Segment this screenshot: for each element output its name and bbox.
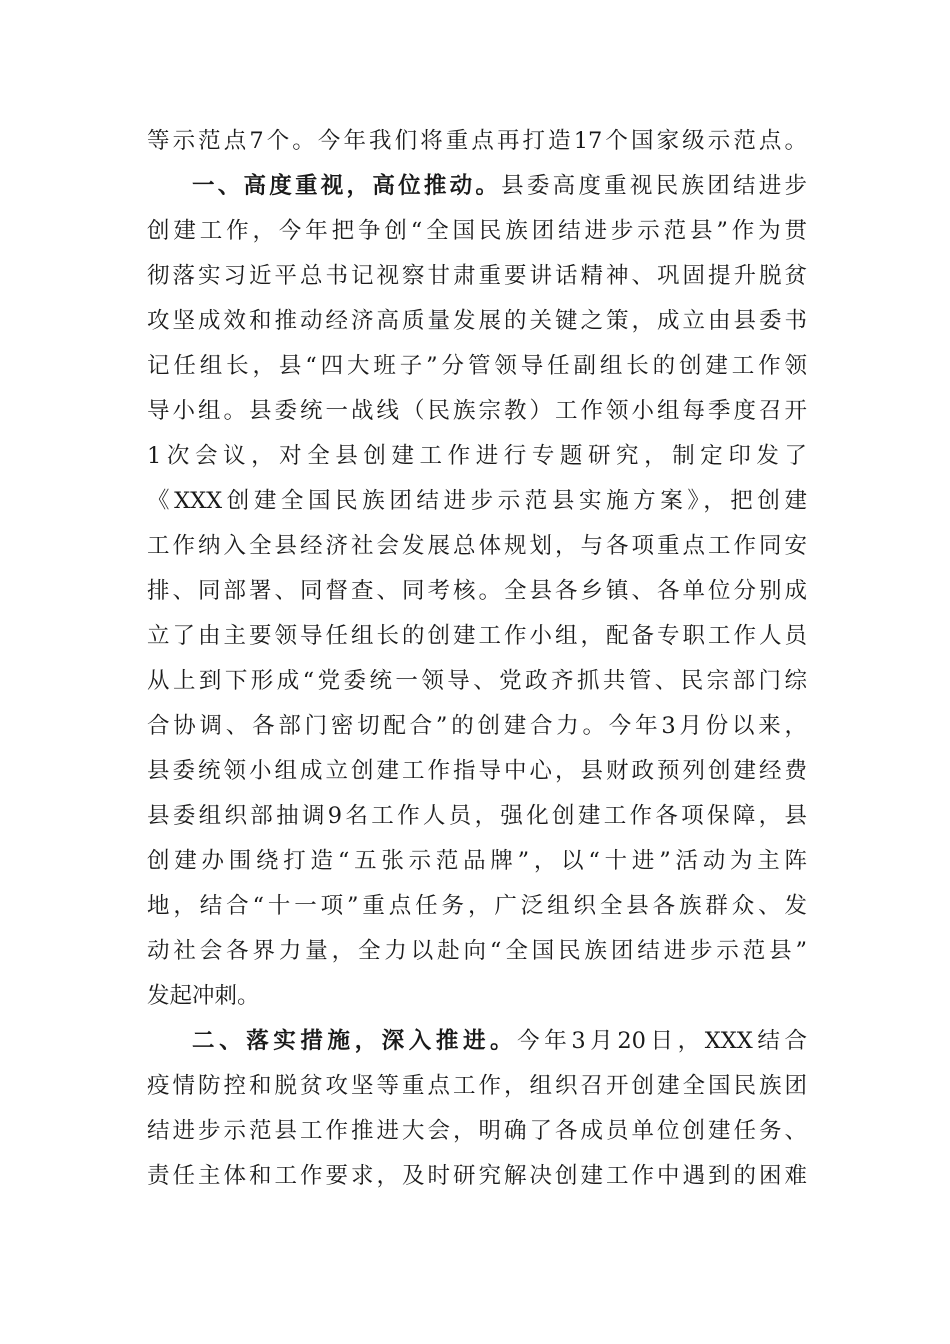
- text-line: 结进步示范县工作推进大会，明确了各成员单位创建任务、: [147, 1118, 807, 1144]
- text-line: 发起冲刺。: [147, 983, 260, 1009]
- text-line: [192, 166, 807, 206]
- text-line: 1次会议，对全县创建工作进行专题研究，制定印发了: [147, 443, 807, 469]
- text-line: 工作纳入全县经济社会发展总体规划，与各项重点工作同安: [147, 533, 807, 559]
- text-line: 攻坚成效和推动经济高质量发展的关键之策，成立由县委书: [147, 308, 807, 334]
- text-line: 彻落实习近平总书记视察甘肃重要讲话精神、巩固提升脱贫: [147, 263, 807, 289]
- text-line: 立了由主要领导任组长的创建工作小组，配备专职工作人员: [147, 623, 807, 649]
- text-run: 县委高度重视民族团结进步: [501, 173, 807, 199]
- text-line: 疫情防控和脱贫攻坚等重点工作，组织召开创建全国民族团: [147, 1073, 807, 1099]
- text-line: 导小组。县委统一战线（民族宗教）工作领小组每季度召开: [147, 398, 807, 424]
- text-run: 今年3月20日，XXX结合: [517, 1028, 807, 1054]
- text-line: 创建办围绕打造“五张示范品牌”，以“十进”活动为主阵: [147, 848, 807, 874]
- text-line: 县委组织部抽调9名工作人员，强化创建工作各项保障，县: [147, 803, 807, 829]
- text-line: 县委统领小组成立创建工作指导中心，县财政预列创建经费: [147, 758, 807, 784]
- text-line: 《XXX创建全国民族团结进步示范县实施方案》，把创建: [147, 488, 807, 514]
- text-line: 从上到下形成“党委统一领导、党政齐抓共管、民宗部门综: [147, 668, 807, 694]
- section-heading: 一、高度重视，高位推动。: [192, 173, 502, 199]
- text-line: 排、同部署、同督查、同考核。全县各乡镇、各单位分别成: [147, 578, 807, 604]
- text-line: 创建工作，今年把争创“全国民族团结进步示范县”作为贯: [147, 218, 807, 244]
- text-line: 等示范点7个。今年我们将重点再打造17个国家级示范点。: [147, 128, 807, 154]
- text-line: 动社会各界力量，全力以赴向“全国民族团结进步示范县”: [147, 938, 807, 964]
- text-line: 责任主体和工作要求，及时研究解决创建工作中遇到的困难: [147, 1163, 807, 1189]
- text-line: 记任组长，县“四大班子”分管领导任副组长的创建工作领: [147, 353, 807, 379]
- section-heading: 二、落实措施，深入推进。: [192, 1028, 518, 1054]
- text-line: 地，结合“十一项”重点任务，广泛组织全县各族群众、发: [147, 893, 807, 919]
- text-line: [192, 1021, 807, 1061]
- text-line: 合协调、各部门密切配合”的创建合力。今年3月份以来，: [147, 713, 807, 739]
